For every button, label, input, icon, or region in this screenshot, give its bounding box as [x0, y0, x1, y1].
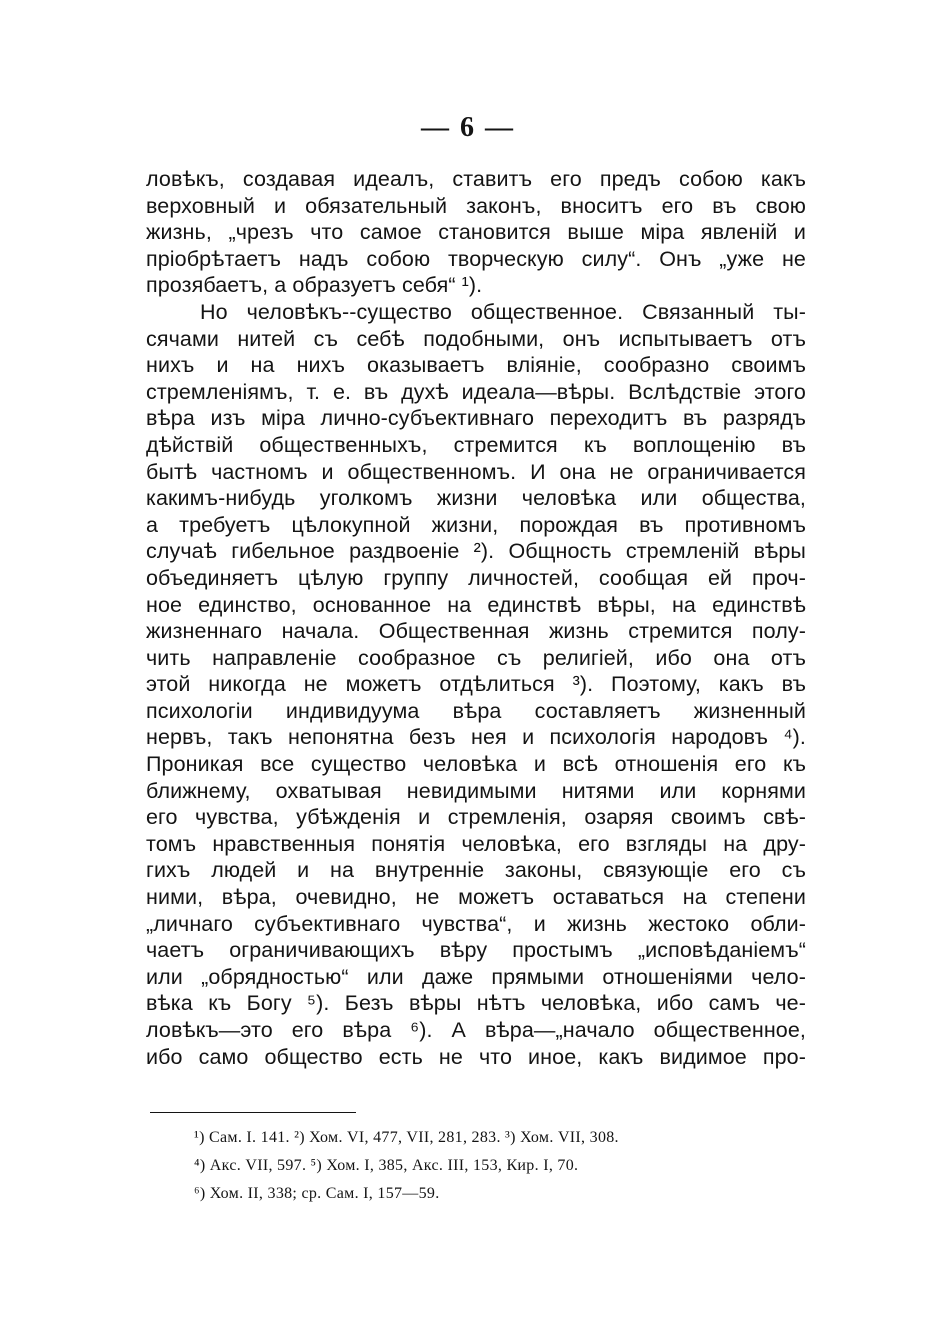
text-line: его чувства, убѣжденія и стремленія, озаряя своимъ свѣ-	[146, 805, 806, 830]
text-line: Но человѣкъ--существо общественное. Связанный ты-	[200, 299, 806, 324]
text-line: вѣка къ Богу ⁵). Безъ вѣры нѣтъ человѣка, ибо самъ че-	[146, 991, 806, 1016]
footnote-line: ⁶) Хом. II, 338; ср. Сам. I, 157—59.	[194, 1185, 440, 1202]
text-line: ное единство, основанное на единствѣ вѣры, на единствѣ	[146, 592, 806, 617]
text-line: Проникая все существо человѣка и всѣ отношенія его къ	[146, 752, 806, 777]
footnote-line: ⁴) Акс. VII, 597. ⁵) Хом. I, 385, Акс. III, 153, Кир. I, 70.	[194, 1157, 579, 1174]
text-line: ними, вѣра, очевидно, не можетъ оставаться на степени	[146, 885, 806, 910]
footnote-divider	[150, 1112, 356, 1113]
text-line: ибо само общество есть не что иное, какъ видимое про-	[146, 1044, 806, 1069]
text-line: нервъ, такъ непонятна безъ нея и психологія народовъ ⁴).	[146, 725, 806, 750]
footnote-line: ¹) Сам. I. 141. ²) Хом. VI, 477, VII, 281, 283. ³) Хом. VII, 308.	[194, 1129, 619, 1146]
text-line: чить направленіе сообразное съ религіей, ибо она отъ	[146, 645, 806, 670]
text-line: стремленіямъ, т. е. въ духѣ идеала—вѣры. Вслѣдствіе этого	[146, 379, 806, 404]
body-text	[146, 166, 806, 1070]
text-line: бытѣ частномъ и общественномъ. И она не ограничивается	[146, 459, 806, 484]
text-line: нихъ и на нихъ оказываетъ вліяніе, сообразно своимъ	[146, 353, 806, 378]
text-line: сячами нитей съ себѣ подобными, онъ испытываетъ отъ	[146, 326, 806, 351]
page-number: — 6 —	[421, 112, 515, 143]
text-line: ближнему, охватывая невидимыми нитями или корнями	[146, 778, 806, 803]
text-line: ловѣкъ, создавая идеалъ, ставитъ его предъ собою какъ	[146, 167, 806, 191]
text-line: этой никогда не можетъ отдѣлиться ³). Поэтому, какъ въ	[146, 672, 806, 697]
text-line: пріобрѣтаетъ надъ собою творческую силу“. Онъ „уже не	[146, 246, 806, 271]
text-line: гихъ людей и на внутренніе законы, связующіе его съ	[146, 858, 806, 883]
text-line: а требуетъ цѣлокупной жизни, порождая въ противномъ	[146, 512, 806, 537]
text-line: чаетъ ограничивающихъ вѣру простымъ „исповѣданіемъ“	[146, 938, 806, 963]
text-line: объединяетъ цѣлую группу личностей, сообщая ей проч-	[146, 565, 806, 590]
text-line: жизнь, „чрезъ что самое становится выше міра явленій и	[146, 220, 806, 245]
text-line: верховный и обязательный законъ, вноситъ его въ свою	[146, 193, 806, 218]
text-line: какимъ-нибудь уголкомъ жизни человѣка или общества,	[146, 486, 806, 511]
text-line: „личнаго субъективнаго чувства“, и жизнь жестоко обли-	[146, 911, 806, 936]
text-line: прозябаетъ, а образуетъ себя“ ¹).	[146, 273, 483, 298]
text-line: случаѣ гибельное раздвоеніе ²). Общность стремленій вѣры	[146, 539, 806, 564]
text-line: ловѣкъ—это его вѣра ⁶). А вѣра—„начало общественное,	[146, 1018, 806, 1042]
text-line: дѣйствій общественныхъ, стремится къ воплощенію въ	[146, 432, 806, 457]
footnotes	[194, 1124, 814, 1208]
text-line: жизненнаго начала. Общественная жизнь стремится полу-	[146, 619, 806, 644]
text-line: томъ нравственныя понятія человѣка, его взгляды на дру-	[146, 831, 806, 856]
text-line: или „обрядностью“ или даже прямыми отношеніями чело-	[146, 964, 806, 989]
text-line: вѣра изъ міра лично-субъективнаго переходитъ въ разрядъ	[146, 406, 806, 431]
text-line: психологіи индивидуума вѣра составляетъ жизненный	[146, 698, 806, 723]
